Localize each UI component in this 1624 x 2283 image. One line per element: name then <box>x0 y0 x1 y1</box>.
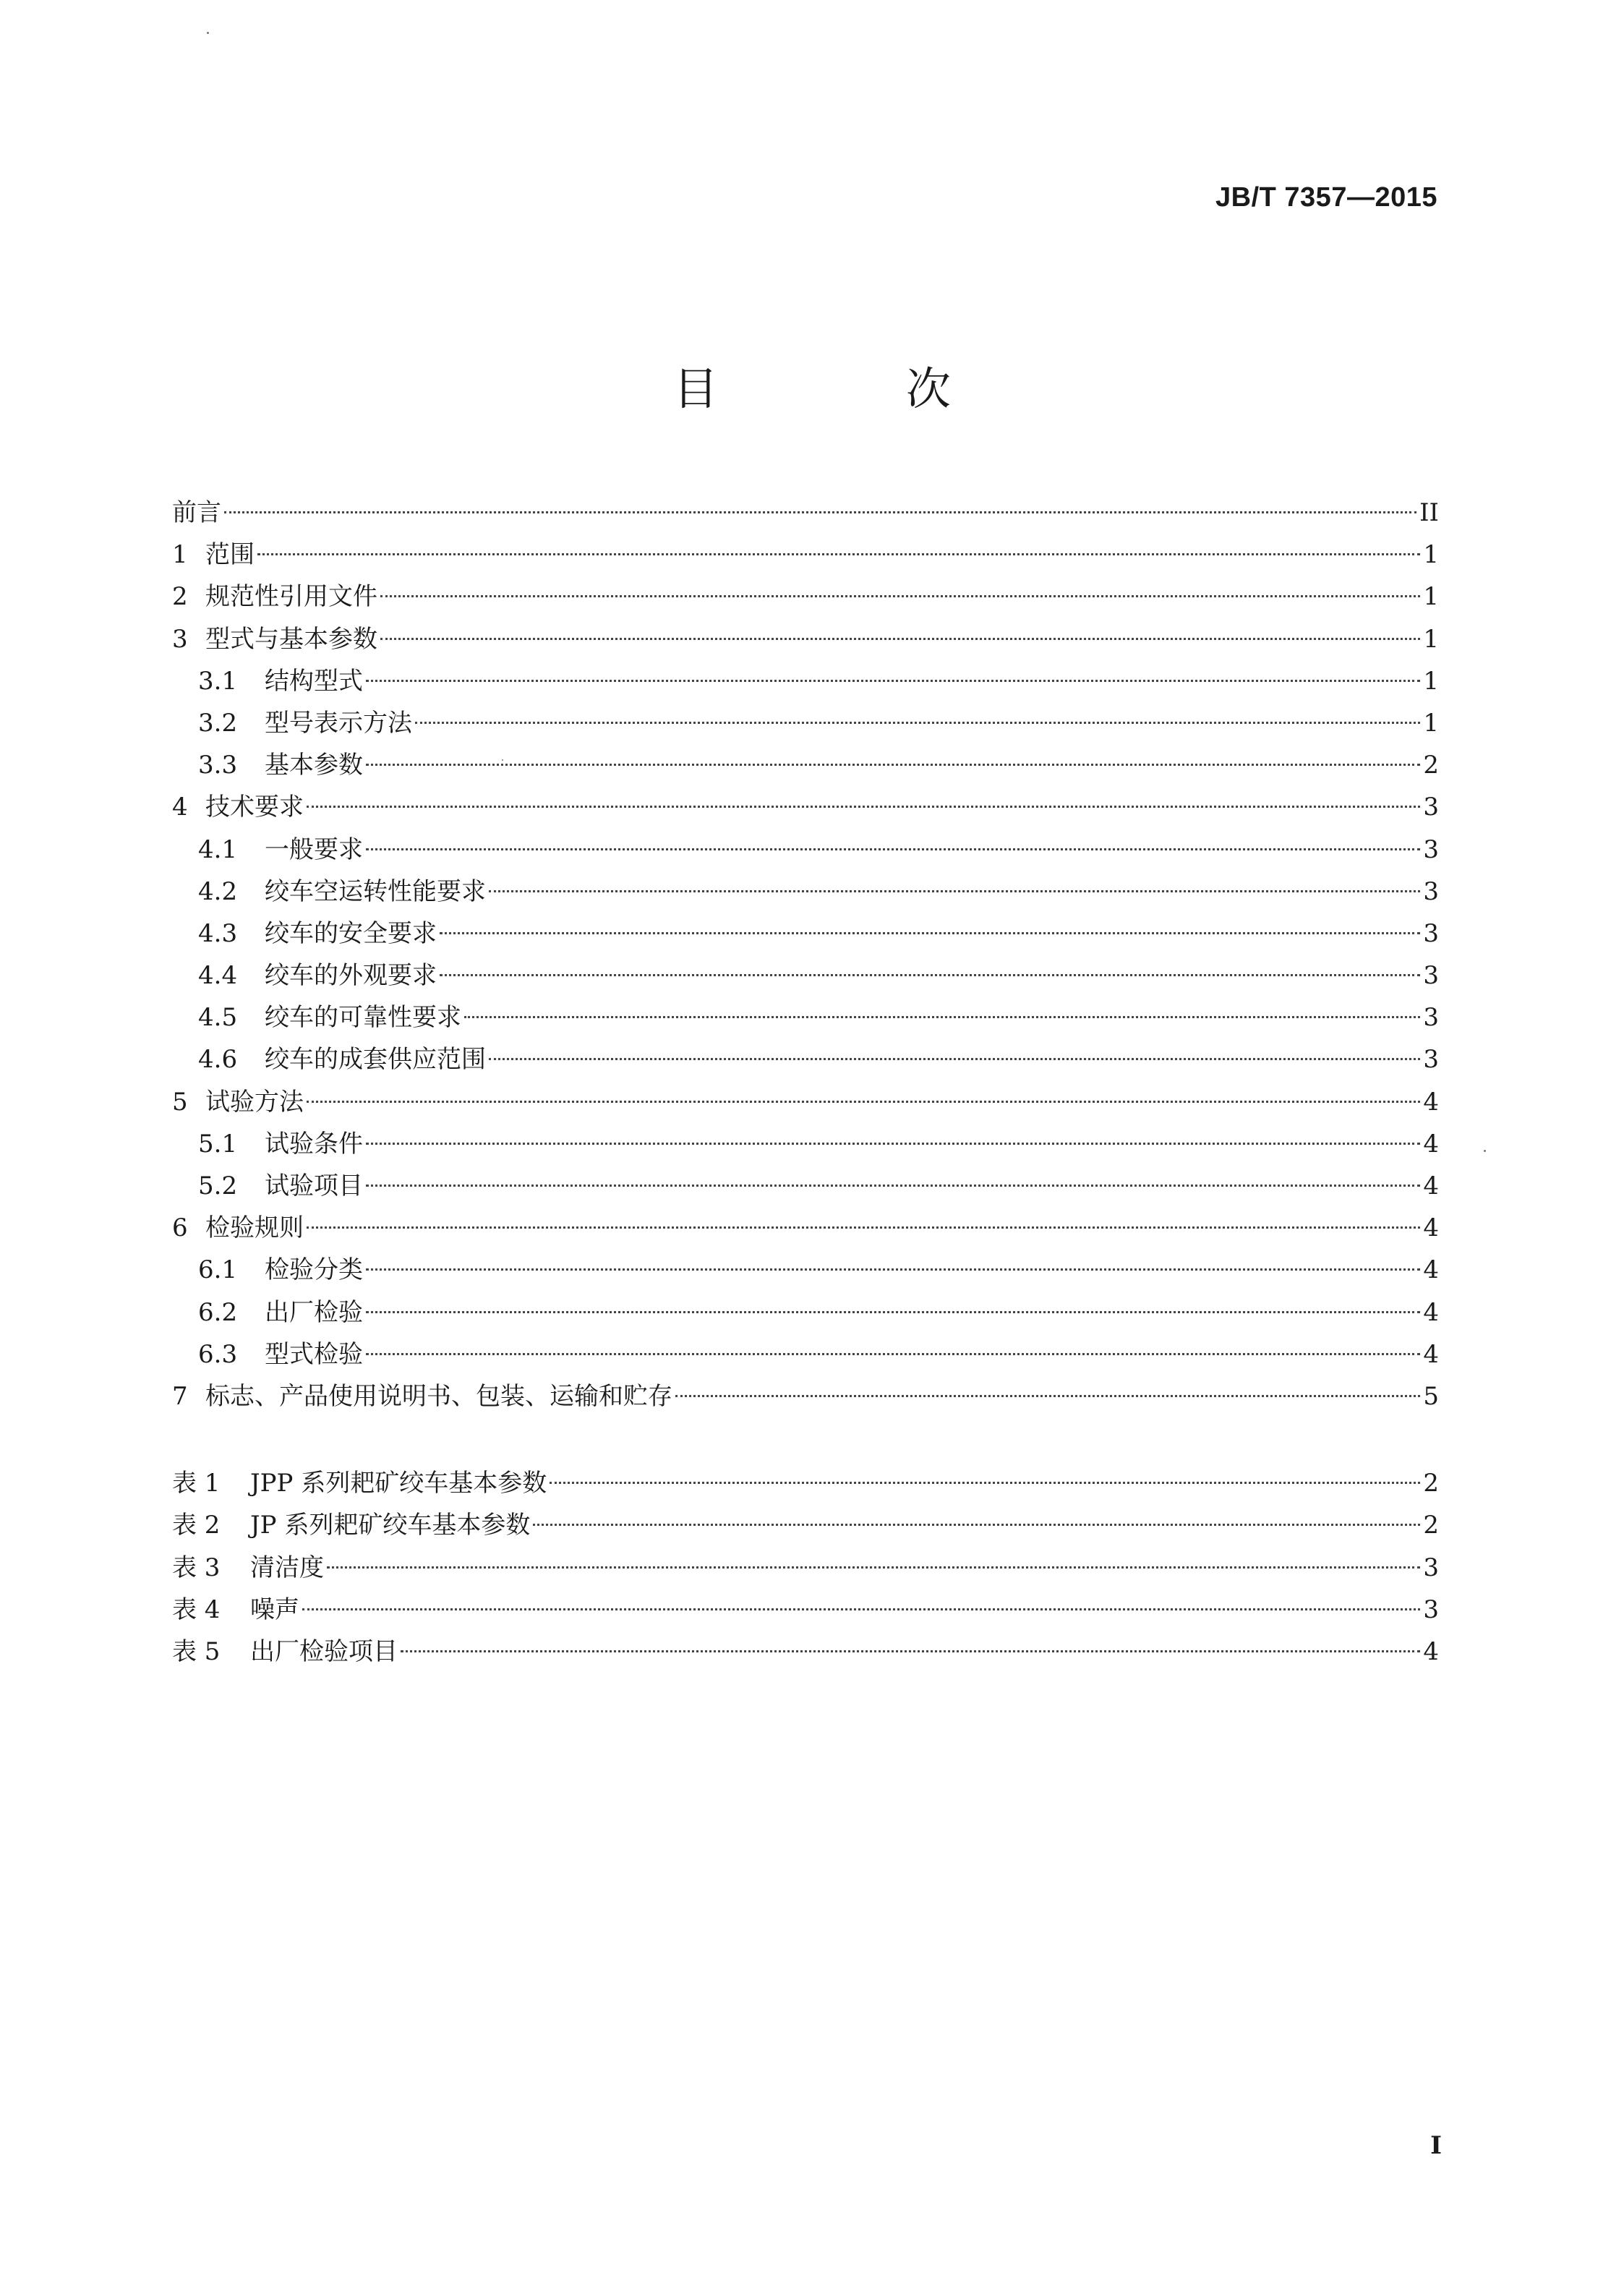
toc-entry-number: 4.6 <box>198 1045 238 1075</box>
toc-entry-page: 4 <box>1423 1297 1439 1327</box>
toc-entry-title: 绞车的可靠性要求 <box>265 1003 461 1033</box>
toc-entry-number: 表 5 <box>172 1636 221 1666</box>
toc-entry-number: 3 <box>172 624 188 654</box>
toc-entry-title: 检验规则 <box>205 1213 304 1243</box>
dot-leader <box>440 932 1420 934</box>
toc-entry-title: 型式与基本参数 <box>205 624 377 654</box>
toc-entry-title: 基本参数 <box>265 751 363 780</box>
dot-leader <box>327 1566 1420 1569</box>
toc-entry-number: 5.1 <box>198 1129 238 1158</box>
toc-entry-page: 4 <box>1423 1129 1439 1158</box>
toc-entry-number: 6.2 <box>198 1297 238 1327</box>
toc-entry-number: 3.2 <box>198 708 238 738</box>
toc-entry[interactable] <box>172 1123 1439 1165</box>
toc-entry-page: 5 <box>1423 1381 1439 1411</box>
toc-entry[interactable] <box>172 618 1439 660</box>
toc-entry-number: 4.4 <box>198 961 238 991</box>
toc-entry-title: 标志、产品使用说明书、包装、运输和贮存 <box>205 1381 672 1411</box>
toc-entry-number: 表 3 <box>172 1553 221 1582</box>
toc-entry-number: 7 <box>172 1381 188 1411</box>
dot-leader <box>440 974 1420 976</box>
toc-entry-page: 3 <box>1423 961 1439 991</box>
toc-entry-title: 一般要求 <box>265 835 363 864</box>
toc-entry-number: 6 <box>172 1213 188 1243</box>
toc-entry-page: 4 <box>1423 1087 1439 1117</box>
toc-entry-title: 绞车的成套供应范围 <box>265 1045 486 1075</box>
toc-entry-number: 1 <box>172 540 188 570</box>
page-title: 目 次 <box>673 362 1038 415</box>
dot-leader <box>401 1650 1420 1652</box>
toc-entry-title: 结构型式 <box>265 666 363 696</box>
toc-sections-list <box>172 492 1439 1417</box>
toc-entry-page: 2 <box>1423 1469 1439 1498</box>
dot-leader <box>307 806 1420 808</box>
toc-entry-title: 绞车的安全要求 <box>265 918 437 948</box>
toc-entry[interactable] <box>172 829 1439 871</box>
dot-leader <box>380 638 1420 640</box>
toc-entry-title: 试验项目 <box>265 1172 363 1200</box>
dot-leader <box>380 595 1420 597</box>
dot-leader <box>489 1058 1420 1060</box>
scan-speck <box>1484 1150 1486 1152</box>
dot-leader <box>550 1482 1420 1484</box>
toc-entry-number: 4 <box>172 793 188 822</box>
toc-entry-page: 3 <box>1423 1595 1439 1624</box>
dot-leader <box>533 1524 1420 1526</box>
toc-entry-page: 3 <box>1423 793 1439 822</box>
dot-leader <box>257 553 1420 555</box>
toc-entry[interactable] <box>172 1375 1439 1417</box>
toc-entry[interactable] <box>172 1249 1439 1291</box>
dot-leader <box>302 1608 1420 1610</box>
toc-entry[interactable] <box>172 1631 1439 1673</box>
toc-entry-page: 4 <box>1423 1636 1439 1666</box>
toc-entry-page: 1 <box>1423 666 1439 696</box>
toc-entry-number: 4.2 <box>198 876 238 906</box>
table-of-contents <box>172 492 1439 1673</box>
toc-entry-page: 1 <box>1423 624 1439 654</box>
standard-code: JB/T 7357—2015 <box>1215 182 1437 213</box>
toc-entry-title: 绞车的外观要求 <box>265 961 437 991</box>
toc-entry[interactable] <box>172 1081 1439 1123</box>
dot-leader <box>366 1143 1420 1145</box>
toc-entry[interactable] <box>172 1207 1439 1249</box>
toc-entry-number: 表 2 <box>172 1511 221 1540</box>
toc-entry-title: 噪声 <box>250 1595 299 1624</box>
toc-entry[interactable] <box>172 534 1439 576</box>
toc-entry-page: 4 <box>1423 1172 1439 1200</box>
toc-entry[interactable] <box>172 1504 1439 1546</box>
toc-entry[interactable] <box>172 492 1439 534</box>
toc-entry-page: II <box>1419 498 1439 527</box>
toc-entry-page: 1 <box>1423 708 1439 738</box>
toc-entry-page: 4 <box>1423 1213 1439 1243</box>
toc-tables-list <box>172 1462 1439 1673</box>
toc-entry-page: 3 <box>1423 1003 1439 1033</box>
toc-entry-number: 4.5 <box>198 1003 238 1033</box>
toc-entry-page: 3 <box>1423 876 1439 906</box>
toc-entry-number: 3.3 <box>198 751 238 780</box>
toc-entry-page: 1 <box>1423 540 1439 570</box>
toc-entry-page: 4 <box>1423 1255 1439 1285</box>
dot-leader <box>366 848 1420 850</box>
toc-entry[interactable] <box>172 1462 1439 1504</box>
toc-entry-title: 试验条件 <box>265 1129 363 1158</box>
toc-entry-title: 绞车空运转性能要求 <box>265 876 486 906</box>
toc-entry[interactable] <box>172 1292 1439 1333</box>
toc-entry-number: 6.3 <box>198 1339 238 1369</box>
toc-entry[interactable] <box>172 1589 1439 1631</box>
dot-leader <box>366 1353 1420 1355</box>
toc-entry-title: 检验分类 <box>265 1255 363 1285</box>
toc-entry-title: 范围 <box>205 540 255 570</box>
toc-entry[interactable] <box>172 1038 1439 1080</box>
toc-entry[interactable] <box>172 744 1439 786</box>
toc-entry[interactable] <box>172 702 1439 744</box>
scan-speck <box>207 32 209 34</box>
toc-entry-number: 6.1 <box>198 1255 238 1285</box>
toc-entry-number: 4.1 <box>198 835 238 864</box>
toc-entry[interactable] <box>172 576 1439 618</box>
toc-entry[interactable] <box>172 786 1439 828</box>
toc-entry[interactable] <box>172 660 1439 702</box>
toc-entry-number: 5.2 <box>198 1172 238 1200</box>
toc-entry-title: 清洁度 <box>250 1553 324 1582</box>
toc-entry[interactable] <box>172 997 1439 1038</box>
toc-entry-title: 技术要求 <box>205 793 304 822</box>
toc-entry[interactable] <box>172 913 1439 955</box>
dot-leader <box>366 1185 1420 1187</box>
dot-leader <box>415 722 1420 724</box>
toc-entry[interactable] <box>172 1333 1439 1375</box>
toc-entry-title: 出厂检验项目 <box>250 1636 398 1666</box>
toc-entry-title: JP 系列耙矿绞车基本参数 <box>250 1511 531 1540</box>
scan-speck <box>502 759 503 761</box>
toc-entry[interactable] <box>172 1165 1439 1207</box>
dot-leader <box>675 1395 1420 1397</box>
dot-leader <box>307 1226 1420 1229</box>
toc-entry-title: JPP 系列耙矿绞车基本参数 <box>250 1469 547 1498</box>
toc-entry-page: 4 <box>1423 1339 1439 1369</box>
toc-entry-page: 2 <box>1423 1511 1439 1540</box>
toc-entry-title: 规范性引用文件 <box>205 582 377 612</box>
toc-entry-page: 3 <box>1423 1553 1439 1582</box>
toc-entry-page: 3 <box>1423 918 1439 948</box>
toc-entry-page: 2 <box>1423 751 1439 780</box>
dot-leader <box>366 1311 1420 1313</box>
toc-entry-title: 试验方法 <box>205 1087 304 1117</box>
dot-leader <box>366 680 1420 682</box>
toc-entry-page: 1 <box>1423 582 1439 612</box>
toc-entry-page: 3 <box>1423 1045 1439 1075</box>
toc-entry-title: 前言 <box>172 498 221 527</box>
dot-leader <box>489 890 1420 892</box>
dot-leader <box>307 1101 1420 1103</box>
toc-entry-number: 5 <box>172 1087 188 1117</box>
dot-leader <box>366 1268 1420 1271</box>
toc-entry-title: 型号表示方法 <box>265 708 412 738</box>
dot-leader <box>366 764 1420 766</box>
toc-entry-title: 型式检验 <box>265 1339 363 1369</box>
dot-leader <box>224 511 1416 513</box>
toc-entry-number: 表 1 <box>172 1469 221 1498</box>
toc-entry-page: 3 <box>1423 835 1439 864</box>
toc-entry-number: 3.1 <box>198 666 238 696</box>
toc-entry-title: 出厂检验 <box>265 1297 363 1327</box>
toc-entry[interactable] <box>172 871 1439 913</box>
page-number: I <box>1430 2131 1442 2160</box>
toc-entry-number: 2 <box>172 582 188 612</box>
toc-entry[interactable] <box>172 1547 1439 1589</box>
toc-entry-number: 4.3 <box>198 918 238 948</box>
dot-leader <box>464 1016 1420 1018</box>
toc-entry-number: 表 4 <box>172 1595 221 1624</box>
toc-entry[interactable] <box>172 955 1439 997</box>
